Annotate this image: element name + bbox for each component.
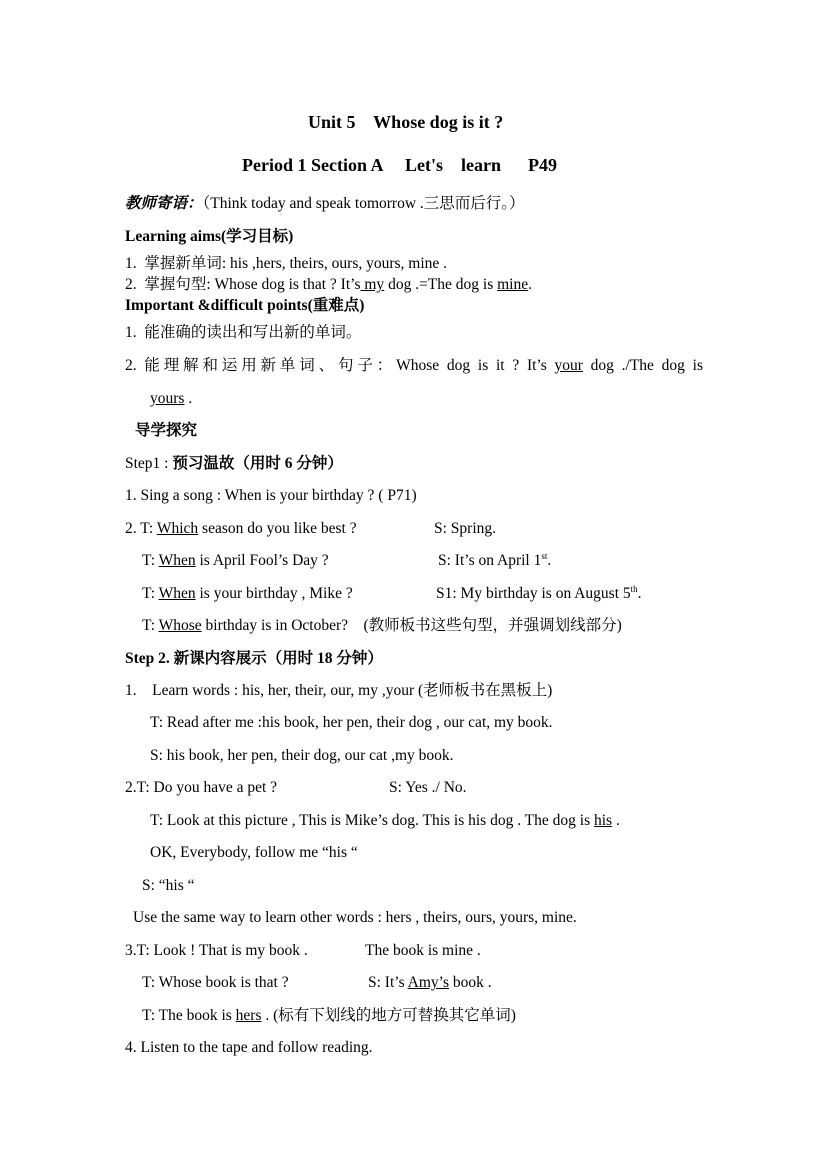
step1-line-2-student: S: Spring. xyxy=(434,520,497,537)
s2l11-prefix: T: The book is xyxy=(142,1007,236,1024)
point2-text-c: . xyxy=(184,390,193,407)
step2-line-11 xyxy=(142,1006,516,1026)
l3-underline-when: When xyxy=(158,552,196,569)
l3-s-sup: st xyxy=(541,551,548,561)
s2l11-rest: . (标有下划线的地方可替换其它单词) xyxy=(261,1007,516,1024)
aim2-text-b: dog .=The dog is xyxy=(384,276,498,293)
s2l5-end: . xyxy=(612,812,620,829)
l3-prefix: T: xyxy=(142,552,159,569)
aim2-text-a: 2. 掌握句型: Whose dog is that ? It’s xyxy=(125,276,361,293)
l4-prefix: T: xyxy=(142,585,159,602)
aim2-underline-my: my xyxy=(360,276,385,293)
step1-line-3-student xyxy=(438,551,551,571)
aim2-text-c: . xyxy=(528,276,532,293)
step2-line-4-student: S: Yes ./ No. xyxy=(389,779,467,796)
step2-line-10-teacher: T: Whose book is that ? xyxy=(142,974,289,991)
step2-line-9-teacher: 3.T: Look ! That is my book . xyxy=(125,942,308,959)
motto-label: 教师寄语： xyxy=(125,195,203,212)
l5-rest: birthday is in October? (教师板书这些句型，并强调划线部分) xyxy=(201,617,622,634)
point-item-2-cont xyxy=(150,389,192,409)
s2l10-prefix: S: It’s xyxy=(368,974,408,991)
l4-s-end: . xyxy=(637,585,642,602)
s2l11-underline-hers: hers xyxy=(235,1007,262,1024)
point-item-2 xyxy=(125,356,703,376)
motto-text: （Think today and speak tomorrow .三思而后行。） xyxy=(202,195,525,212)
guide-heading: 导学探究 xyxy=(135,422,198,439)
step1-line-3-teacher xyxy=(142,551,329,571)
period-title: Period 1 Section A Let's learn P49 xyxy=(242,155,557,175)
aim-item-2 xyxy=(125,275,532,295)
l5-prefix: T: xyxy=(142,617,159,634)
l4-s-sup: th xyxy=(630,584,638,594)
points-heading: Important &difficult points(重难点) xyxy=(125,297,365,314)
l2-prefix: 2. T: xyxy=(125,520,157,537)
step2-line-9-student: The book is mine . xyxy=(365,942,481,959)
learning-aims-heading: Learning aims(学习目标) xyxy=(125,228,294,245)
l4-s-text: S1: My birthday is on August 5 xyxy=(436,585,631,602)
step2-line-8: Use the same way to learn other words : hers , theirs, ours, yours, mine. xyxy=(133,909,577,926)
s2l5-underline-his: his xyxy=(594,812,613,829)
step2-line-10-student xyxy=(368,973,492,993)
point2-text-b: dog ./The dog is xyxy=(582,357,703,374)
point2-underline-your: your xyxy=(554,357,583,374)
aim-item-1: 1. 掌握新单词: his ,hers, theirs, ours, yours, mine . xyxy=(125,255,448,272)
teacher-motto xyxy=(125,194,525,214)
s2l10-underline-amys: Amy’s xyxy=(407,974,449,991)
step1-title: 预习温故（用时 6 分钟） xyxy=(172,455,343,472)
step2-heading: Step 2. 新课内容展示（用时 18 分钟） xyxy=(125,650,383,667)
step2-line-6: OK, Everybody, follow me “his “ xyxy=(150,844,358,861)
unit-title: Unit 5 Whose dog is it ? xyxy=(308,112,504,132)
l2-rest: season do you like best ? xyxy=(198,520,357,537)
point2-text-a: 2. 能理解和运用新单词、句子：Whose dog is it ? It’s xyxy=(125,357,555,374)
step1-line-4-teacher xyxy=(142,584,353,604)
step1-label: Step1 : xyxy=(125,455,173,472)
step1-line-4-student xyxy=(436,584,642,604)
step2-line-7: S: “his “ xyxy=(142,877,195,894)
step2-line-5 xyxy=(150,811,620,831)
step2-line-4-teacher: 2.T: Do you have a pet ? xyxy=(125,779,278,796)
step1-heading xyxy=(125,454,343,474)
step2-line-12: 4. Listen to the tape and follow reading. xyxy=(125,1039,373,1056)
point2-underline-yours: yours xyxy=(150,390,185,407)
l2-underline-which: Which xyxy=(156,520,199,537)
point-item-1: 1. 能准确的读出和写出新的单词。 xyxy=(125,324,362,341)
l5-underline-whose: Whose xyxy=(158,617,202,634)
step1-line-5 xyxy=(142,616,622,636)
l3-s-end: . xyxy=(547,552,552,569)
aim2-underline-mine: mine xyxy=(497,276,529,293)
l4-underline-when: When xyxy=(158,585,196,602)
step2-line-2: T: Read after me :his book, her pen, their dog , our cat, my book. xyxy=(150,714,553,731)
step2-line-1: 1. Learn words : his, her, their, our, my ,your (老师板书在黑板上) xyxy=(125,682,553,699)
step2-line-3: S: his book, her pen, their dog, our cat ,my book. xyxy=(150,747,454,764)
s2l10-rest: book . xyxy=(448,974,492,991)
step1-line-1: 1. Sing a song : When is your birthday ? ( P71) xyxy=(125,487,417,504)
l3-s-text: S: It’s on April 1 xyxy=(438,552,542,569)
step1-line-2-teacher xyxy=(125,519,357,539)
l4-rest: is your birthday , Mike ? xyxy=(195,585,353,602)
s2l5-text: T: Look at this picture , This is Mike’s dog. This is his dog . The dog is xyxy=(150,812,594,829)
l3-rest: is April Fool’s Day ? xyxy=(195,552,329,569)
